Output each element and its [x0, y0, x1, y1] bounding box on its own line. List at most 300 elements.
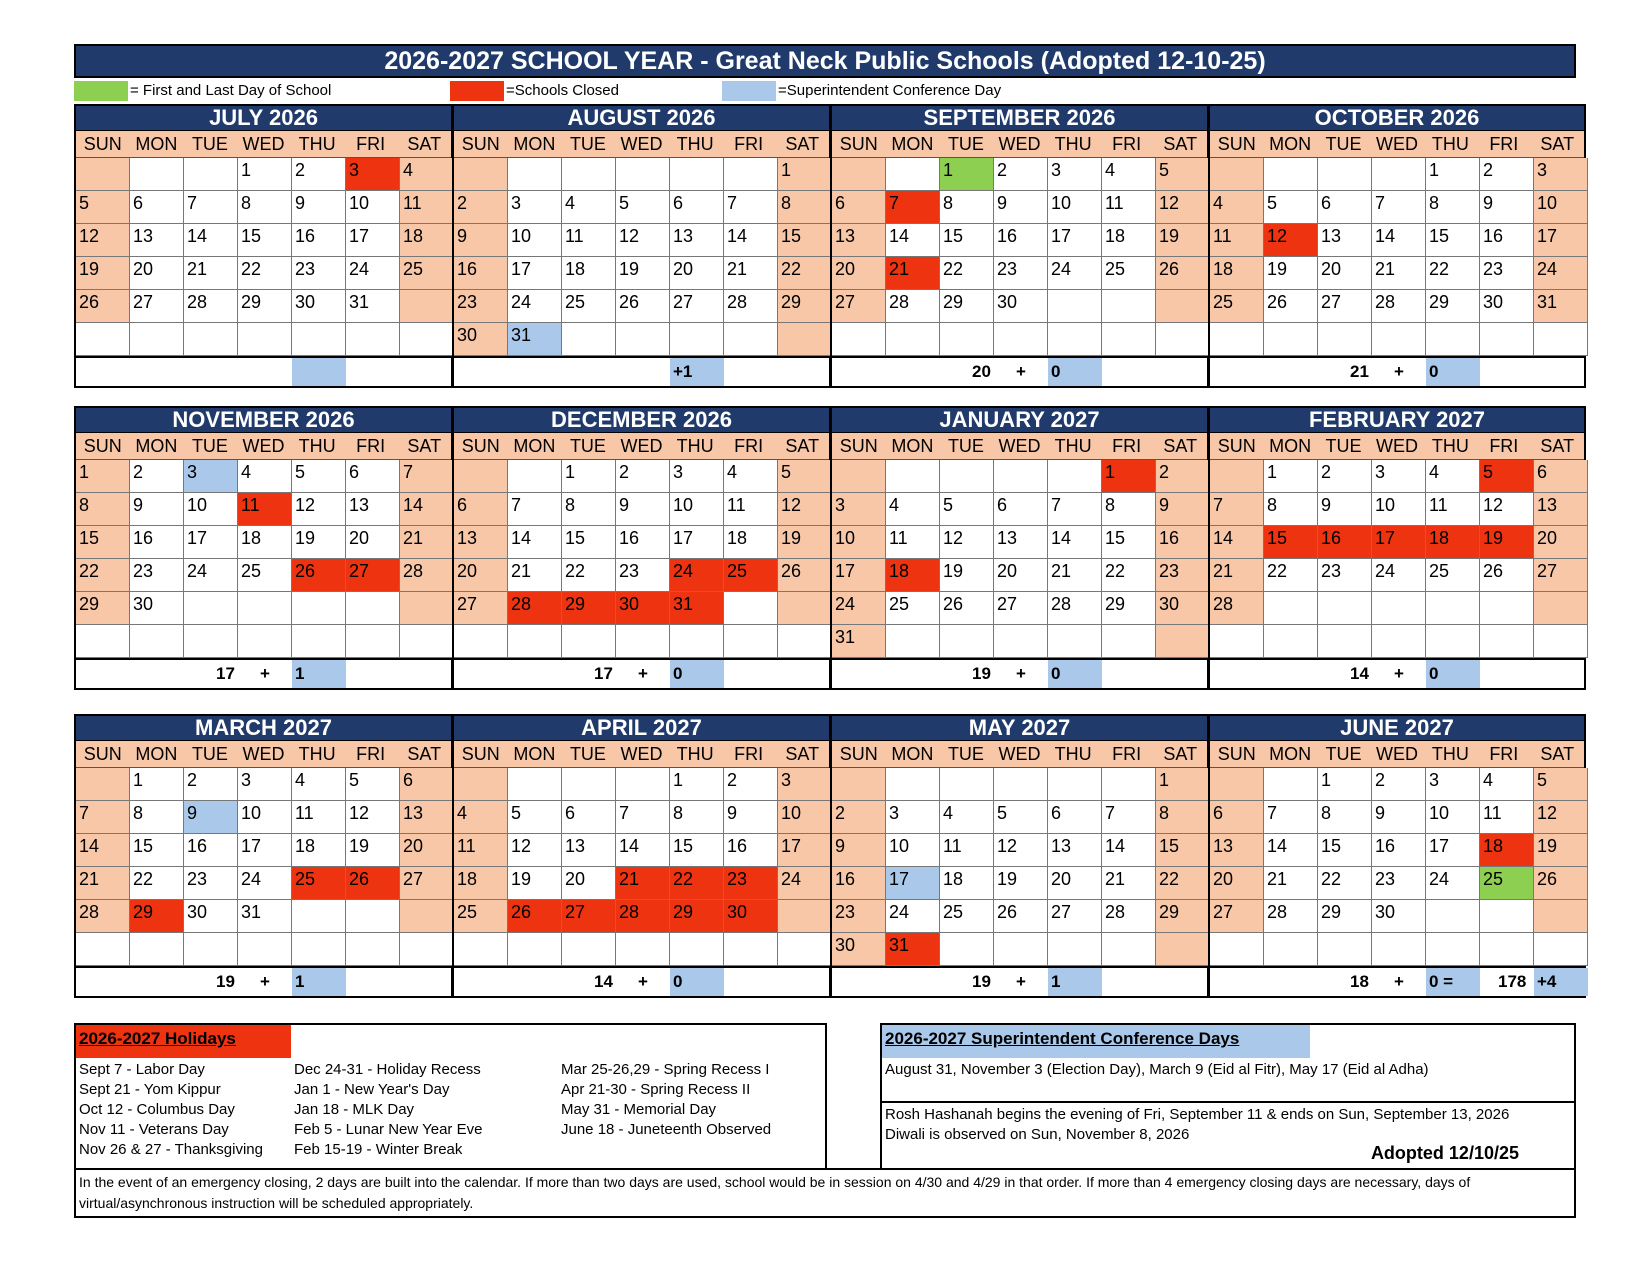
- day-cell: 27: [1534, 559, 1588, 592]
- day-cell: 9: [184, 801, 238, 834]
- weekday-label: SAT: [407, 743, 442, 764]
- empty-cell: [400, 592, 454, 625]
- month-total-row: [454, 658, 829, 688]
- weekday-label: MON: [1269, 435, 1312, 456]
- day-cell: 21: [886, 257, 940, 290]
- day-cell: 4: [400, 158, 454, 191]
- day-cell: 14: [616, 834, 670, 867]
- day-cell: 16: [184, 834, 238, 867]
- weekday-label: SAT: [1163, 133, 1198, 154]
- day-cell: 3: [1534, 158, 1588, 191]
- day-cell: 12: [76, 224, 130, 257]
- empty-cell: [1048, 768, 1102, 801]
- empty-cell: [562, 768, 616, 801]
- day-cell: 24: [346, 257, 400, 290]
- day-grid: [1210, 158, 1584, 356]
- day-cell: 29: [1156, 900, 1210, 933]
- day-cell: 28: [508, 592, 562, 625]
- empty-cell: [940, 323, 994, 356]
- empty-cell: [994, 625, 1048, 658]
- day-grid: [76, 768, 451, 966]
- day-cell: 10: [832, 526, 886, 559]
- empty-cell: [1534, 900, 1588, 933]
- day-cell: 4: [238, 460, 292, 493]
- empty-cell: [778, 625, 832, 658]
- day-cell: 12: [778, 493, 832, 526]
- weekday-label: MON: [513, 743, 556, 764]
- weekday-label: WED: [998, 743, 1041, 764]
- day-cell: 25: [1102, 257, 1156, 290]
- day-cell: 9: [130, 493, 184, 526]
- weekday-header: [454, 741, 829, 768]
- day-cell: 17: [508, 257, 562, 290]
- day-cell: 30: [616, 592, 670, 625]
- day-cell: 9: [994, 191, 1048, 224]
- empty-cell: [184, 158, 238, 191]
- day-cell: 23: [616, 559, 670, 592]
- weekday-label: TUE: [1325, 743, 1362, 764]
- day-cell: 31: [832, 625, 886, 658]
- month-title: MARCH 2027: [76, 716, 451, 741]
- day-cell: 21: [1102, 867, 1156, 900]
- empty-cell: [1372, 625, 1426, 658]
- holidays-column-3: [561, 1060, 771, 1140]
- weekday-label: TUE: [191, 133, 228, 154]
- day-cell: 16: [616, 526, 670, 559]
- day-cell: 3: [832, 493, 886, 526]
- day-cell: 24: [886, 900, 940, 933]
- day-cell: 19: [940, 559, 994, 592]
- day-cell: 20: [994, 559, 1048, 592]
- plus-sign: +: [1394, 664, 1404, 683]
- day-cell: 2: [1372, 768, 1426, 801]
- weekday-label: SUN: [839, 743, 878, 764]
- day-cell: 2: [454, 191, 508, 224]
- weekday-label: MON: [513, 133, 556, 154]
- empty-cell: [616, 158, 670, 191]
- day-cell: 26: [346, 867, 400, 900]
- day-cell: 21: [400, 526, 454, 559]
- day-cell: 20: [670, 257, 724, 290]
- day-cell: 26: [1480, 559, 1534, 592]
- holiday-item: Nov 11 - Veterans Day: [79, 1121, 229, 1138]
- day-cell: 22: [76, 559, 130, 592]
- day-cell: 3: [1372, 460, 1426, 493]
- holidays-column-1: [79, 1060, 263, 1160]
- day-cell: 13: [832, 224, 886, 257]
- day-cell: 30: [184, 900, 238, 933]
- empty-cell: [346, 933, 400, 966]
- empty-cell: [1048, 323, 1102, 356]
- empty-cell: [1372, 323, 1426, 356]
- day-cell: 28: [400, 559, 454, 592]
- day-cell: 7: [1210, 493, 1264, 526]
- weekday-label: SUN: [1217, 133, 1256, 154]
- weekday-label: WED: [1375, 133, 1418, 154]
- empty-cell: [724, 625, 778, 658]
- empty-cell: [184, 323, 238, 356]
- empty-cell: [940, 460, 994, 493]
- holidays-title: 2026-2027 Holidays: [76, 1025, 291, 1058]
- day-cell: 21: [508, 559, 562, 592]
- day-cell: 15: [1426, 224, 1480, 257]
- weekday-label: MON: [891, 743, 934, 764]
- day-cell: 6: [832, 191, 886, 224]
- month-title: OCTOBER 2026: [1210, 106, 1584, 131]
- weekday-label: SAT: [785, 133, 820, 154]
- day-cell: 25: [886, 592, 940, 625]
- empty-cell: [508, 158, 562, 191]
- weekday-label: MON: [513, 435, 556, 456]
- day-cell: 1: [76, 460, 130, 493]
- empty-cell: [1480, 323, 1534, 356]
- day-cell: 21: [1048, 559, 1102, 592]
- day-cell: 14: [1210, 526, 1264, 559]
- empty-cell: [1480, 625, 1534, 658]
- day-cell: 15: [778, 224, 832, 257]
- day-cell: 7: [76, 801, 130, 834]
- empty-cell: [670, 158, 724, 191]
- empty-cell: [562, 625, 616, 658]
- day-cell: 19: [1480, 526, 1534, 559]
- day-cell: 31: [670, 592, 724, 625]
- day-cell: 29: [562, 592, 616, 625]
- day-cell: 8: [778, 191, 832, 224]
- day-cell: 25: [400, 257, 454, 290]
- superintendent-notes: [885, 1105, 1509, 1145]
- day-cell: 27: [400, 867, 454, 900]
- day-cell: 22: [940, 257, 994, 290]
- day-cell: 29: [1318, 900, 1372, 933]
- day-cell: 25: [562, 290, 616, 323]
- empty-cell: [886, 768, 940, 801]
- day-cell: 4: [1210, 191, 1264, 224]
- empty-cell: [238, 323, 292, 356]
- day-cell: 3: [1426, 768, 1480, 801]
- day-cell: 10: [1426, 801, 1480, 834]
- day-cell: 18: [1102, 224, 1156, 257]
- day-cell: 5: [778, 460, 832, 493]
- legend-closed-label: =Schools Closed: [506, 82, 619, 99]
- day-cell: 18: [400, 224, 454, 257]
- day-cell: 1: [130, 768, 184, 801]
- legend-closed-swatch: [450, 81, 504, 101]
- school-days-count: 14: [1350, 664, 1369, 683]
- empty-cell: [1048, 290, 1102, 323]
- day-cell: 15: [1156, 834, 1210, 867]
- day-cell: 20: [1048, 867, 1102, 900]
- weekday-header: [1210, 741, 1584, 768]
- day-cell: 1: [238, 158, 292, 191]
- weekday-label: SAT: [1540, 435, 1575, 456]
- day-cell: 1: [1264, 460, 1318, 493]
- empty-cell: [940, 933, 994, 966]
- empty-cell: [670, 625, 724, 658]
- weekday-label: THU: [1431, 133, 1469, 154]
- weekday-label: TUE: [1325, 133, 1362, 154]
- empty-cell: [400, 900, 454, 933]
- empty-cell: [400, 290, 454, 323]
- empty-cell: [76, 323, 130, 356]
- empty-cell: [886, 158, 940, 191]
- empty-cell: [238, 625, 292, 658]
- day-cell: 2: [724, 768, 778, 801]
- day-cell: 8: [940, 191, 994, 224]
- weekday-label: WED: [1375, 743, 1418, 764]
- day-cell: 13: [562, 834, 616, 867]
- day-cell: 28: [1372, 290, 1426, 323]
- conference-days-count: 1: [292, 660, 346, 688]
- day-cell: 18: [292, 834, 346, 867]
- weekday-header: [76, 131, 451, 158]
- day-cell: 8: [1318, 801, 1372, 834]
- day-cell: 5: [1480, 460, 1534, 493]
- day-cell: 21: [1372, 257, 1426, 290]
- day-cell: 12: [1480, 493, 1534, 526]
- day-cell: 2: [994, 158, 1048, 191]
- empty-cell: [886, 323, 940, 356]
- day-cell: 11: [1210, 224, 1264, 257]
- day-cell: 2: [616, 460, 670, 493]
- empty-cell: [616, 323, 670, 356]
- holiday-item: May 31 - Memorial Day: [561, 1101, 717, 1118]
- day-cell: 12: [1534, 801, 1588, 834]
- empty-cell: [1372, 592, 1426, 625]
- weekday-label: THU: [1054, 435, 1092, 456]
- holiday-item: Sept 7 - Labor Day: [79, 1061, 205, 1078]
- day-cell: 14: [1372, 224, 1426, 257]
- day-cell: 28: [76, 900, 130, 933]
- empty-cell: [1156, 323, 1210, 356]
- note-diwali: Diwali is observed on Sun, November 8, 2026: [885, 1126, 1190, 1143]
- day-cell: 1: [1318, 768, 1372, 801]
- holiday-item: Jan 18 - MLK Day: [294, 1101, 415, 1118]
- day-cell: 22: [238, 257, 292, 290]
- empty-cell: [562, 933, 616, 966]
- day-grid: [832, 158, 1207, 356]
- weekday-label: SAT: [407, 133, 442, 154]
- day-cell: 27: [454, 592, 508, 625]
- empty-cell: [1210, 933, 1264, 966]
- weekday-label: TUE: [569, 435, 606, 456]
- weekday-label: MON: [891, 435, 934, 456]
- day-cell: 17: [670, 526, 724, 559]
- day-cell: 25: [238, 559, 292, 592]
- month-title: MAY 2027: [832, 716, 1207, 741]
- empty-cell: [184, 592, 238, 625]
- empty-cell: [616, 768, 670, 801]
- day-cell: 14: [400, 493, 454, 526]
- day-cell: 23: [994, 257, 1048, 290]
- weekday-label: FRI: [1112, 743, 1142, 764]
- day-cell: 7: [724, 191, 778, 224]
- superintendent-box: [880, 1023, 1576, 1168]
- day-cell: 17: [1534, 224, 1588, 257]
- empty-cell: [1102, 768, 1156, 801]
- day-cell: 14: [76, 834, 130, 867]
- day-cell: 23: [1372, 867, 1426, 900]
- emergency-closing-note: In the event of an emergency closing, 2 days are built into the calendar. If more than two days are used, school would be in session on 4/30 and 4/29 in that order. If more than 4 emergency closing days are necessary, days of virtual/asynchronous instruction will be scheduled appropriately.: [74, 1168, 1576, 1218]
- empty-cell: [832, 323, 886, 356]
- day-cell: 5: [1264, 191, 1318, 224]
- day-grid: [76, 460, 451, 658]
- day-cell: 30: [832, 933, 886, 966]
- weekday-label: WED: [998, 435, 1041, 456]
- month-total-row: [1210, 356, 1584, 386]
- weekday-label: SUN: [1217, 743, 1256, 764]
- day-cell: 4: [886, 493, 940, 526]
- day-cell: 7: [1102, 801, 1156, 834]
- day-cell: 9: [832, 834, 886, 867]
- empty-cell: [994, 460, 1048, 493]
- day-cell: 22: [670, 867, 724, 900]
- day-cell: 3: [508, 191, 562, 224]
- weekday-label: SAT: [785, 743, 820, 764]
- day-cell: 29: [130, 900, 184, 933]
- month-title: AUGUST 2026: [454, 106, 829, 131]
- day-cell: 23: [184, 867, 238, 900]
- empty-cell: [508, 768, 562, 801]
- day-cell: 19: [1264, 257, 1318, 290]
- plus-sign: +: [1394, 362, 1404, 381]
- conference-days-count: 0: [670, 660, 724, 688]
- weekday-label: THU: [298, 435, 336, 456]
- weekday-label: THU: [1054, 743, 1092, 764]
- day-cell: 29: [1426, 290, 1480, 323]
- day-cell: 4: [292, 768, 346, 801]
- conference-days-count: 0: [1426, 358, 1480, 386]
- day-cell: 6: [562, 801, 616, 834]
- day-cell: 23: [832, 900, 886, 933]
- day-cell: 27: [832, 290, 886, 323]
- month-total-row: [76, 966, 451, 996]
- weekday-header: [832, 131, 1207, 158]
- school-days-count: 17: [594, 664, 613, 683]
- day-cell: 4: [1426, 460, 1480, 493]
- empty-cell: [1102, 933, 1156, 966]
- weekday-label: FRI: [356, 743, 386, 764]
- empty-cell: [994, 768, 1048, 801]
- day-cell: 1: [670, 768, 724, 801]
- weekday-label: SUN: [83, 133, 122, 154]
- day-grid: [832, 460, 1207, 658]
- day-cell: 3: [1048, 158, 1102, 191]
- empty-cell: [1318, 933, 1372, 966]
- plus-sign: +: [1016, 362, 1026, 381]
- month-title: JUNE 2027: [1210, 716, 1584, 741]
- empty-cell: [1264, 592, 1318, 625]
- empty-cell: [76, 625, 130, 658]
- day-grid: [1210, 460, 1584, 658]
- holidays-column-2: [294, 1060, 482, 1160]
- day-cell: 25: [1210, 290, 1264, 323]
- day-cell: 11: [562, 224, 616, 257]
- empty-cell: [76, 158, 130, 191]
- day-cell: 26: [994, 900, 1048, 933]
- day-cell: 1: [778, 158, 832, 191]
- weekday-label: MON: [891, 133, 934, 154]
- day-cell: 27: [1210, 900, 1264, 933]
- empty-cell: [994, 323, 1048, 356]
- empty-cell: [400, 933, 454, 966]
- weekday-label: WED: [998, 133, 1041, 154]
- day-cell: 19: [616, 257, 670, 290]
- day-cell: 22: [130, 867, 184, 900]
- day-cell: 15: [1318, 834, 1372, 867]
- day-cell: 23: [292, 257, 346, 290]
- empty-cell: [616, 625, 670, 658]
- empty-cell: [778, 900, 832, 933]
- empty-cell: [1210, 158, 1264, 191]
- day-cell: 17: [832, 559, 886, 592]
- empty-cell: [562, 158, 616, 191]
- day-cell: 5: [616, 191, 670, 224]
- empty-cell: [1426, 900, 1480, 933]
- weekday-label: FRI: [734, 743, 764, 764]
- empty-cell: [724, 592, 778, 625]
- day-cell: 13: [400, 801, 454, 834]
- empty-cell: [76, 933, 130, 966]
- conference-days-count: 0: [1426, 660, 1480, 688]
- day-cell: 12: [1264, 224, 1318, 257]
- day-cell: 20: [130, 257, 184, 290]
- day-cell: 27: [994, 592, 1048, 625]
- holiday-item: Feb 5 - Lunar New Year Eve: [294, 1121, 483, 1138]
- day-cell: 16: [1156, 526, 1210, 559]
- empty-cell: [1264, 933, 1318, 966]
- day-cell: 2: [1480, 158, 1534, 191]
- day-cell: 2: [130, 460, 184, 493]
- day-cell: 28: [1048, 592, 1102, 625]
- holiday-item: June 18 - Juneteenth Observed: [561, 1121, 772, 1138]
- day-cell: 26: [1264, 290, 1318, 323]
- school-days-count: 21: [1350, 362, 1369, 381]
- empty-cell: [1426, 323, 1480, 356]
- empty-cell: [1048, 625, 1102, 658]
- month-title: SEPTEMBER 2026: [832, 106, 1207, 131]
- day-cell: 6: [1048, 801, 1102, 834]
- day-cell: 2: [292, 158, 346, 191]
- day-cell: 3: [346, 158, 400, 191]
- empty-cell: [616, 933, 670, 966]
- day-cell: 10: [1372, 493, 1426, 526]
- day-cell: 31: [346, 290, 400, 323]
- school-days-count: 19: [972, 972, 991, 991]
- day-cell: 13: [1048, 834, 1102, 867]
- weekday-label: FRI: [1489, 435, 1519, 456]
- day-cell: 6: [454, 493, 508, 526]
- legend-first-last-swatch: [74, 81, 128, 101]
- day-cell: 18: [1426, 526, 1480, 559]
- day-cell: 24: [1534, 257, 1588, 290]
- empty-cell: [292, 625, 346, 658]
- day-cell: 26: [508, 900, 562, 933]
- empty-cell: [1156, 625, 1210, 658]
- weekday-label: SUN: [83, 435, 122, 456]
- day-cell: 27: [130, 290, 184, 323]
- empty-cell: [184, 625, 238, 658]
- empty-cell: [1480, 900, 1534, 933]
- empty-cell: [1102, 625, 1156, 658]
- empty-cell: [994, 933, 1048, 966]
- day-cell: 8: [562, 493, 616, 526]
- empty-cell: [1318, 323, 1372, 356]
- month-total-row: [454, 966, 829, 996]
- day-cell: 28: [724, 290, 778, 323]
- day-cell: 31: [1534, 290, 1588, 323]
- weekday-label: WED: [1375, 435, 1418, 456]
- divider: [882, 1101, 1574, 1103]
